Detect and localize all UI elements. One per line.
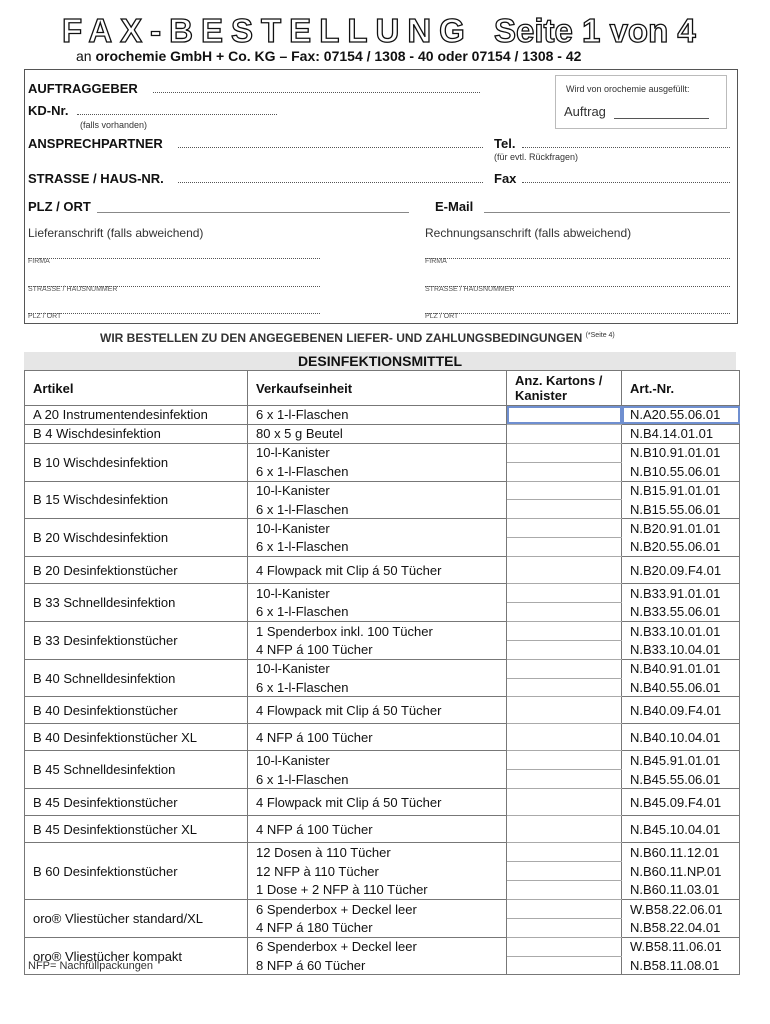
quantity-input[interactable] — [507, 443, 622, 462]
artikel-cell: B 10 Wischdesinfektion — [25, 443, 248, 481]
plz-label: PLZ / ORT — [28, 199, 91, 214]
plz-field[interactable] — [97, 211, 409, 213]
kdnr-note: (falls vorhanden) — [80, 120, 148, 130]
rechnung-plz-field[interactable] — [425, 312, 730, 314]
quantity-input[interactable] — [507, 406, 622, 425]
einheit-cell: 4 NFP á 180 Tücher — [248, 918, 507, 937]
office-use-box — [555, 75, 727, 129]
col-kartons: Anz. Kartons / Kanister — [507, 371, 622, 406]
office-note: Wird von orochemie ausgefüllt: — [566, 84, 690, 94]
quantity-input[interactable] — [507, 899, 622, 918]
einheit-cell: 80 x 5 g Beutel — [248, 424, 507, 443]
recipient-line — [76, 48, 581, 64]
table-row — [25, 751, 740, 770]
einheit-cell: 6 x 1-l-Flaschen — [248, 500, 507, 519]
office-auftrag-field[interactable] — [614, 117, 709, 119]
quantity-input[interactable] — [507, 789, 622, 816]
fax-label: Fax — [494, 171, 517, 186]
artnr-cell: N.B15.91.01.01 — [622, 481, 740, 500]
table-row — [25, 937, 740, 956]
artnr-cell: N.B15.55.06.01 — [622, 500, 740, 519]
einheit-cell: 6 x 1-l-Flaschen — [248, 770, 507, 789]
artnr-cell: N.B45.91.01.01 — [622, 751, 740, 770]
quantity-input[interactable] — [507, 937, 622, 956]
einheit-cell: 6 x 1-l-Flaschen — [248, 538, 507, 557]
artikel-cell: B 45 Desinfektionstücher — [25, 789, 248, 816]
artikel-cell: A 20 Instrumentendesinfektion — [25, 406, 248, 425]
einheit-cell: 8 NFP á 60 Tücher — [248, 956, 507, 975]
quantity-input[interactable] — [507, 424, 622, 443]
einheit-cell: 4 Flowpack mit Clip á 50 Tücher — [248, 697, 507, 724]
fax-field[interactable] — [522, 181, 730, 183]
conditions-ref: (*Seite 4) — [585, 332, 615, 339]
rechnung-firma-label: FIRMA — [425, 258, 447, 265]
artnr-cell: N.B40.10.04.01 — [622, 724, 740, 751]
artikel-cell: oro® Vliestücher kompakt — [25, 937, 248, 975]
strasse-field[interactable] — [178, 181, 483, 183]
einheit-cell: 4 Flowpack mit Clip á 50 Tücher — [248, 557, 507, 584]
artikel-cell: B 4 Wischdesinfektion — [25, 424, 248, 443]
artikel-cell: B 45 Schnelldesinfektion — [25, 751, 248, 789]
einheit-cell: 6 x 1-l-Flaschen — [248, 678, 507, 697]
kdnr-label: KD-Nr. — [28, 103, 69, 118]
einheit-cell: 4 NFP á 100 Tücher — [248, 640, 507, 659]
table-row — [25, 424, 740, 443]
col-artnr: Art.-Nr. — [622, 371, 740, 406]
artnr-cell: N.B58.11.08.01 — [622, 956, 740, 975]
artnr-cell: N.B45.55.06.01 — [622, 770, 740, 789]
table-row — [25, 697, 740, 724]
artikel-cell: B 20 Wischdesinfektion — [25, 519, 248, 557]
artikel-cell: B 40 Desinfektionstücher — [25, 697, 248, 724]
table-row — [25, 843, 740, 862]
einheit-cell: 4 NFP á 100 Tücher — [248, 816, 507, 843]
table-row — [25, 557, 740, 584]
table-row — [25, 443, 740, 462]
einheit-cell: 10-l-Kanister — [248, 519, 507, 538]
artnr-cell: W.B58.22.06.01 — [622, 899, 740, 918]
quantity-input[interactable] — [507, 678, 622, 697]
quantity-input[interactable] — [507, 843, 622, 862]
quantity-input[interactable] — [507, 538, 622, 557]
email-field[interactable] — [484, 211, 730, 213]
artikel-cell: B 45 Desinfektionstücher XL — [25, 816, 248, 843]
artnr-cell: N.B45.09.F4.01 — [622, 789, 740, 816]
product-table — [24, 370, 740, 975]
table-row — [25, 621, 740, 640]
artnr-cell: N.B20.91.01.01 — [622, 519, 740, 538]
einheit-cell: 1 Dose + 2 NFP à 110 Tücher — [248, 881, 507, 900]
lieferanschrift-label: Lieferanschrift (falls abweichend) — [28, 226, 204, 240]
quantity-input[interactable] — [507, 881, 622, 900]
tel-note: (für evtl. Rückfragen) — [494, 152, 579, 162]
einheit-cell: 10-l-Kanister — [248, 443, 507, 462]
artnr-cell: N.B45.10.04.01 — [622, 816, 740, 843]
einheit-cell: 4 NFP á 100 Tücher — [248, 724, 507, 751]
col-einheit: Verkaufseinheit — [248, 371, 507, 406]
artnr-cell: N.B33.55.06.01 — [622, 603, 740, 622]
table-row — [25, 816, 740, 843]
artikel-cell: B 33 Schnelldesinfektion — [25, 584, 248, 622]
quantity-input[interactable] — [507, 862, 622, 881]
table-header-row — [25, 371, 740, 406]
artikel-cell: B 40 Schnelldesinfektion — [25, 659, 248, 697]
einheit-cell: 12 Dosen à 110 Tücher — [248, 843, 507, 862]
einheit-cell: 12 NFP à 110 Tücher — [248, 862, 507, 881]
artnr-cell: N.B60.11.03.01 — [622, 881, 740, 900]
auftraggeber-field[interactable] — [153, 91, 480, 93]
quantity-input[interactable] — [507, 918, 622, 937]
einheit-cell: 6 x 1-l-Flaschen — [248, 603, 507, 622]
quantity-input[interactable] — [507, 751, 622, 770]
quantity-input[interactable] — [507, 481, 622, 500]
artnr-cell: N.B10.91.01.01 — [622, 443, 740, 462]
artnr-cell: N.B20.55.06.01 — [622, 538, 740, 557]
quantity-input[interactable] — [507, 659, 622, 678]
recipient-prefix: an — [76, 48, 92, 64]
email-label: E-Mail — [435, 199, 474, 214]
strasse-label: STRASSE / HAUS-NR. — [28, 171, 164, 186]
rechnung-strasse-label: STRASSE / HAUSNUMMER — [425, 286, 515, 293]
quantity-input[interactable] — [507, 603, 622, 622]
artnr-cell: N.B33.10.01.01 — [622, 621, 740, 640]
quantity-input[interactable] — [507, 816, 622, 843]
artikel-cell: B 40 Desinfektionstücher XL — [25, 724, 248, 751]
artnr-cell: N.A20.55.06.01 — [622, 406, 740, 425]
artnr-cell: N.B10.55.06.01 — [622, 462, 740, 481]
page-indicator: Seite 1 von 4 — [494, 12, 696, 49]
liefer-plz-label: PLZ / ORT — [28, 313, 62, 320]
quantity-input[interactable] — [507, 519, 622, 538]
einheit-cell: 6 x 1-l-Flaschen — [248, 406, 507, 425]
artikel-cell: B 15 Wischdesinfektion — [25, 481, 248, 519]
einheit-cell: 10-l-Kanister — [248, 659, 507, 678]
liefer-strasse-label: STRASSE / HAUSNUMMER — [28, 286, 118, 293]
form-title: FAX-BESTELLUNG — [62, 12, 473, 49]
artnr-cell: N.B60.11.12.01 — [622, 843, 740, 862]
einheit-cell: 6 Spenderbox + Deckel leer — [248, 899, 507, 918]
table-row — [25, 481, 740, 500]
artikel-cell: B 20 Desinfektionstücher — [25, 557, 248, 584]
table-row — [25, 584, 740, 603]
einheit-cell: 4 Flowpack mit Clip á 50 Tücher — [248, 789, 507, 816]
tel-label: Tel. — [494, 136, 516, 151]
einheit-cell: 10-l-Kanister — [248, 751, 507, 770]
kdnr-field[interactable] — [77, 113, 277, 115]
artnr-cell: N.B20.09.F4.01 — [622, 557, 740, 584]
artnr-cell: N.B33.10.04.01 — [622, 640, 740, 659]
artnr-cell: N.B40.55.06.01 — [622, 678, 740, 697]
office-auftrag-label: Auftrag — [564, 104, 606, 119]
quantity-input[interactable] — [507, 584, 622, 603]
quantity-input[interactable] — [507, 724, 622, 751]
col-artikel: Artikel — [25, 371, 248, 406]
table-body — [25, 406, 740, 975]
einheit-cell: 1 Spenderbox inkl. 100 Tücher — [248, 621, 507, 640]
table-row — [25, 899, 740, 918]
artikel-cell: B 60 Desinfektionstücher — [25, 843, 248, 900]
auftraggeber-label: AUFTRAGGEBER — [28, 81, 138, 96]
quantity-input[interactable] — [507, 770, 622, 789]
artnr-cell: W.B58.11.06.01 — [622, 937, 740, 956]
quantity-input[interactable] — [507, 462, 622, 481]
rechnung-plz-label: PLZ / ORT — [425, 313, 459, 320]
quantity-input[interactable] — [507, 956, 622, 975]
quantity-input[interactable] — [507, 640, 622, 659]
conditions-text: WIR BESTELLEN ZU DEN ANGEGEBENEN LIEFER- UND ZAHLUNGSBEDINGUNGEN — [100, 331, 583, 345]
quantity-input[interactable] — [507, 500, 622, 519]
artikel-cell: oro® Vliestücher standard/XL — [25, 899, 248, 937]
liefer-firma-label: FIRMA — [28, 258, 50, 265]
rechnungsanschrift-label: Rechnungsanschrift (falls abweichend) — [425, 226, 632, 240]
table-row — [25, 724, 740, 751]
einheit-cell: 6 x 1-l-Flaschen — [248, 462, 507, 481]
einheit-cell: 10-l-Kanister — [248, 481, 507, 500]
quantity-input[interactable] — [507, 557, 622, 584]
artnr-cell: N.B60.11.NP.01 — [622, 862, 740, 881]
tel-field[interactable] — [522, 146, 730, 148]
footnote: NFP= Nachfüllpackungen — [28, 960, 154, 972]
rechnung-firma-field[interactable] — [425, 257, 730, 259]
table-row — [25, 406, 740, 425]
quantity-input[interactable] — [507, 621, 622, 640]
table-row — [25, 789, 740, 816]
order-conditions — [100, 331, 615, 345]
artnr-cell: N.B40.91.01.01 — [622, 659, 740, 678]
ansprechpartner-label: ANSPRECHPARTNER — [28, 136, 163, 151]
artnr-cell: N.B4.14.01.01 — [622, 424, 740, 443]
artikel-cell: B 33 Desinfektionstücher — [25, 621, 248, 659]
table-row — [25, 519, 740, 538]
einheit-cell: 10-l-Kanister — [248, 584, 507, 603]
artnr-cell: N.B33.91.01.01 — [622, 584, 740, 603]
liefer-firma-field[interactable] — [28, 257, 320, 259]
liefer-plz-field[interactable] — [28, 312, 320, 314]
artnr-cell: N.B58.22.04.01 — [622, 918, 740, 937]
section-title: DESINFEKTIONSMITTEL — [24, 352, 736, 370]
einheit-cell: 6 Spenderbox + Deckel leer — [248, 937, 507, 956]
quantity-input[interactable] — [507, 697, 622, 724]
artnr-cell: N.B40.09.F4.01 — [622, 697, 740, 724]
recipient-company: orochemie GmbH + Co. KG – Fax: 07154 / 1308 - 40 oder 07154 / 1308 - 42 — [95, 48, 582, 64]
table-row — [25, 659, 740, 678]
ansprechpartner-field[interactable] — [178, 146, 483, 148]
